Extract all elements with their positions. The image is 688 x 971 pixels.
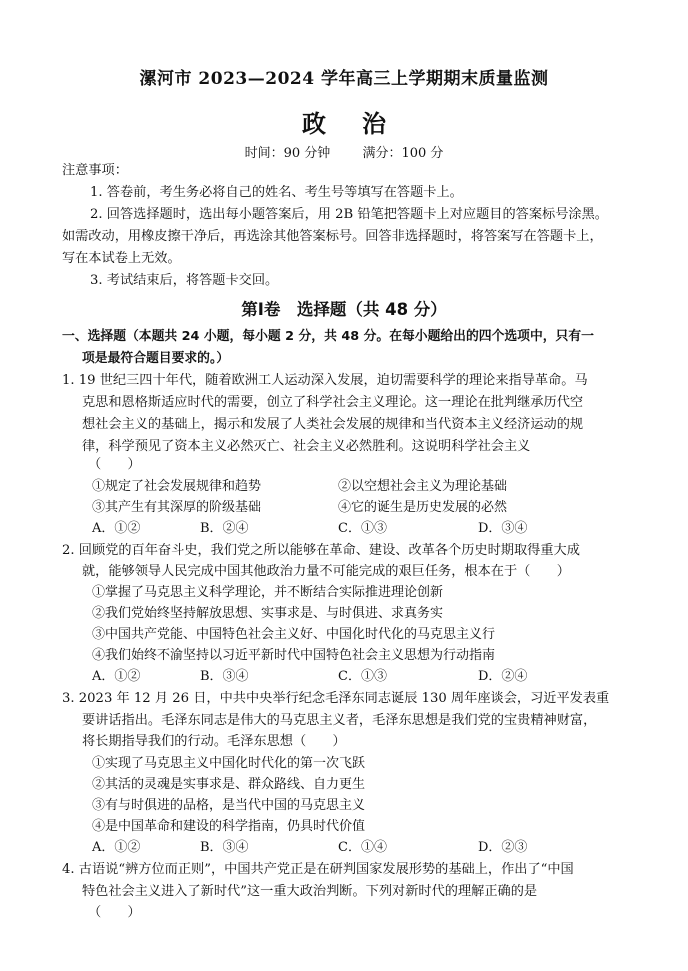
notice-line: 2. 回答选择题时，选出每小题答案后，用 2B 铅笔把答题卡上对应题目的答案标号涂黑。 [90, 207, 608, 222]
option-item: ③有与时俱进的品格，是当代中国的马克思主义 [92, 798, 366, 813]
answer-blank: （ ） [88, 457, 141, 472]
notice-heading: 注意事项： [62, 163, 128, 178]
answer-choice: B．③④ [200, 669, 249, 684]
question-text: 特色社会主义进入了新时代”这一重大政治判断。下列对新时代的理解正确的是 [82, 884, 538, 899]
notice-line: 3. 考试结束后，将答题卡交回。 [90, 273, 279, 288]
option-item: ②以空想社会主义为理论基础 [338, 479, 508, 494]
option-item: ②其活的灵魂是实事求是、群众路线、自力更生 [92, 777, 366, 792]
answer-choice: C．①④ [338, 840, 387, 855]
answer-choice: C．①③ [338, 669, 387, 684]
answer-choice: D．②④ [478, 669, 528, 684]
option-item: ③其产生有其深厚的阶级基础 [92, 500, 262, 515]
question-text: 3. 2023 年 12 月 26 日，中共中央举行纪念毛泽东同志诞辰 130 周年座谈会，习近平发表重 [62, 691, 610, 706]
option-item: ②我们党始终坚持解放思想、实事求是、与时俱进、求真务实 [92, 606, 444, 621]
option-item: ①实现了马克思主义中国化时代化的第一次飞跃 [92, 756, 366, 771]
option-item: ④我们始终不渝坚持以习近平新时代中国特色社会主义思想为行动指南 [92, 648, 496, 663]
notice-line: 写在本试卷上无效。 [62, 251, 181, 266]
section-title: 第Ⅰ卷 选择题（共 48 分） [241, 300, 447, 319]
notice-line: 1. 答卷前，考生务必将自己的姓名、考生号等填写在答题卡上。 [90, 185, 463, 200]
answer-choice: B．②④ [200, 521, 249, 536]
question-text: 想社会主义的基础上，揭示和发展了人类社会发展的规律和当代资本主义经济运动的规 [82, 417, 584, 432]
exam-info [0, 142, 688, 161]
question-text: 4. 古语说“辨方位而正则”，中国共产党正是在研判国家发展形势的基础上，作出了“中国 [62, 862, 574, 877]
option-item: ④是中国革命和建设的科学指南，仍具时代价值 [92, 819, 366, 834]
question-text: 克思和恩格斯适应时代的需要，创立了科学社会主义理论。这一理论在批判继承历代空 [82, 395, 584, 410]
question-text: 1. 19 世纪三四十年代，随着欧洲工人运动深入发展，迫切需要科学的理论来指导革命。马 [62, 373, 588, 388]
question-text: 就，能够领导人民完成中国其他政治力量不可能完成的艰巨任务，根本在于（ ） [82, 564, 570, 579]
section-instruction: 一、选择题（本题共 24 小题，每小题 2 分，共 48 分。在每小题给出的四个选项中，只有一 [62, 329, 594, 344]
answer-blank: （ ） [88, 905, 141, 920]
answer-choice: A．①② [92, 840, 141, 855]
question-text: 律，科学预见了资本主义必然灭亡、社会主义必然胜利。这说明科学社会主义 [82, 439, 531, 454]
answer-choice: C．①③ [338, 521, 387, 536]
answer-choice: B．③④ [200, 840, 249, 855]
answer-choice: A．①② [92, 521, 141, 536]
question-text: 2. 回顾党的百年奋斗史，我们党之所以能够在革命、建设、改革各个历史时期取得重大成 [62, 543, 580, 558]
option-item: ③中国共产党能、中国特色社会主义好、中国化时代化的马克思主义行 [92, 627, 496, 642]
answer-choice: A．①② [92, 669, 141, 684]
option-item: ①规定了社会发展规律和趋势 [92, 479, 262, 494]
answer-choice: D．②③ [478, 840, 528, 855]
answer-choice: D．③④ [478, 521, 528, 536]
option-item: ①掌握了马克思主义科学理论，并不断结合实际推进理论创新 [92, 585, 444, 600]
question-text: 要讲话指出。毛泽东同志是伟大的马克思主义者，毛泽东思想是我们党的宝贵精神财富， [82, 713, 597, 728]
notice-line: 如需改动，用橡皮擦干净后，再选涂其他答案标号。回答非选择题时，将答案写在答题卡上， [62, 229, 603, 244]
question-text: 将长期指导我们的行动。毛泽东思想（ ） [82, 734, 346, 749]
section-instruction: 项是最符合题目要求的。） [82, 351, 230, 366]
exam-score: 满分：100 分 [362, 146, 444, 161]
option-item: ④它的诞生是历史发展的必然 [338, 500, 508, 515]
subject-title: 政治 [302, 109, 422, 138]
exam-time: 时间：90 分钟 [244, 146, 331, 161]
exam-title: 漯河市 2023—2024 学年高三上学期期末质量监测 [139, 69, 549, 89]
